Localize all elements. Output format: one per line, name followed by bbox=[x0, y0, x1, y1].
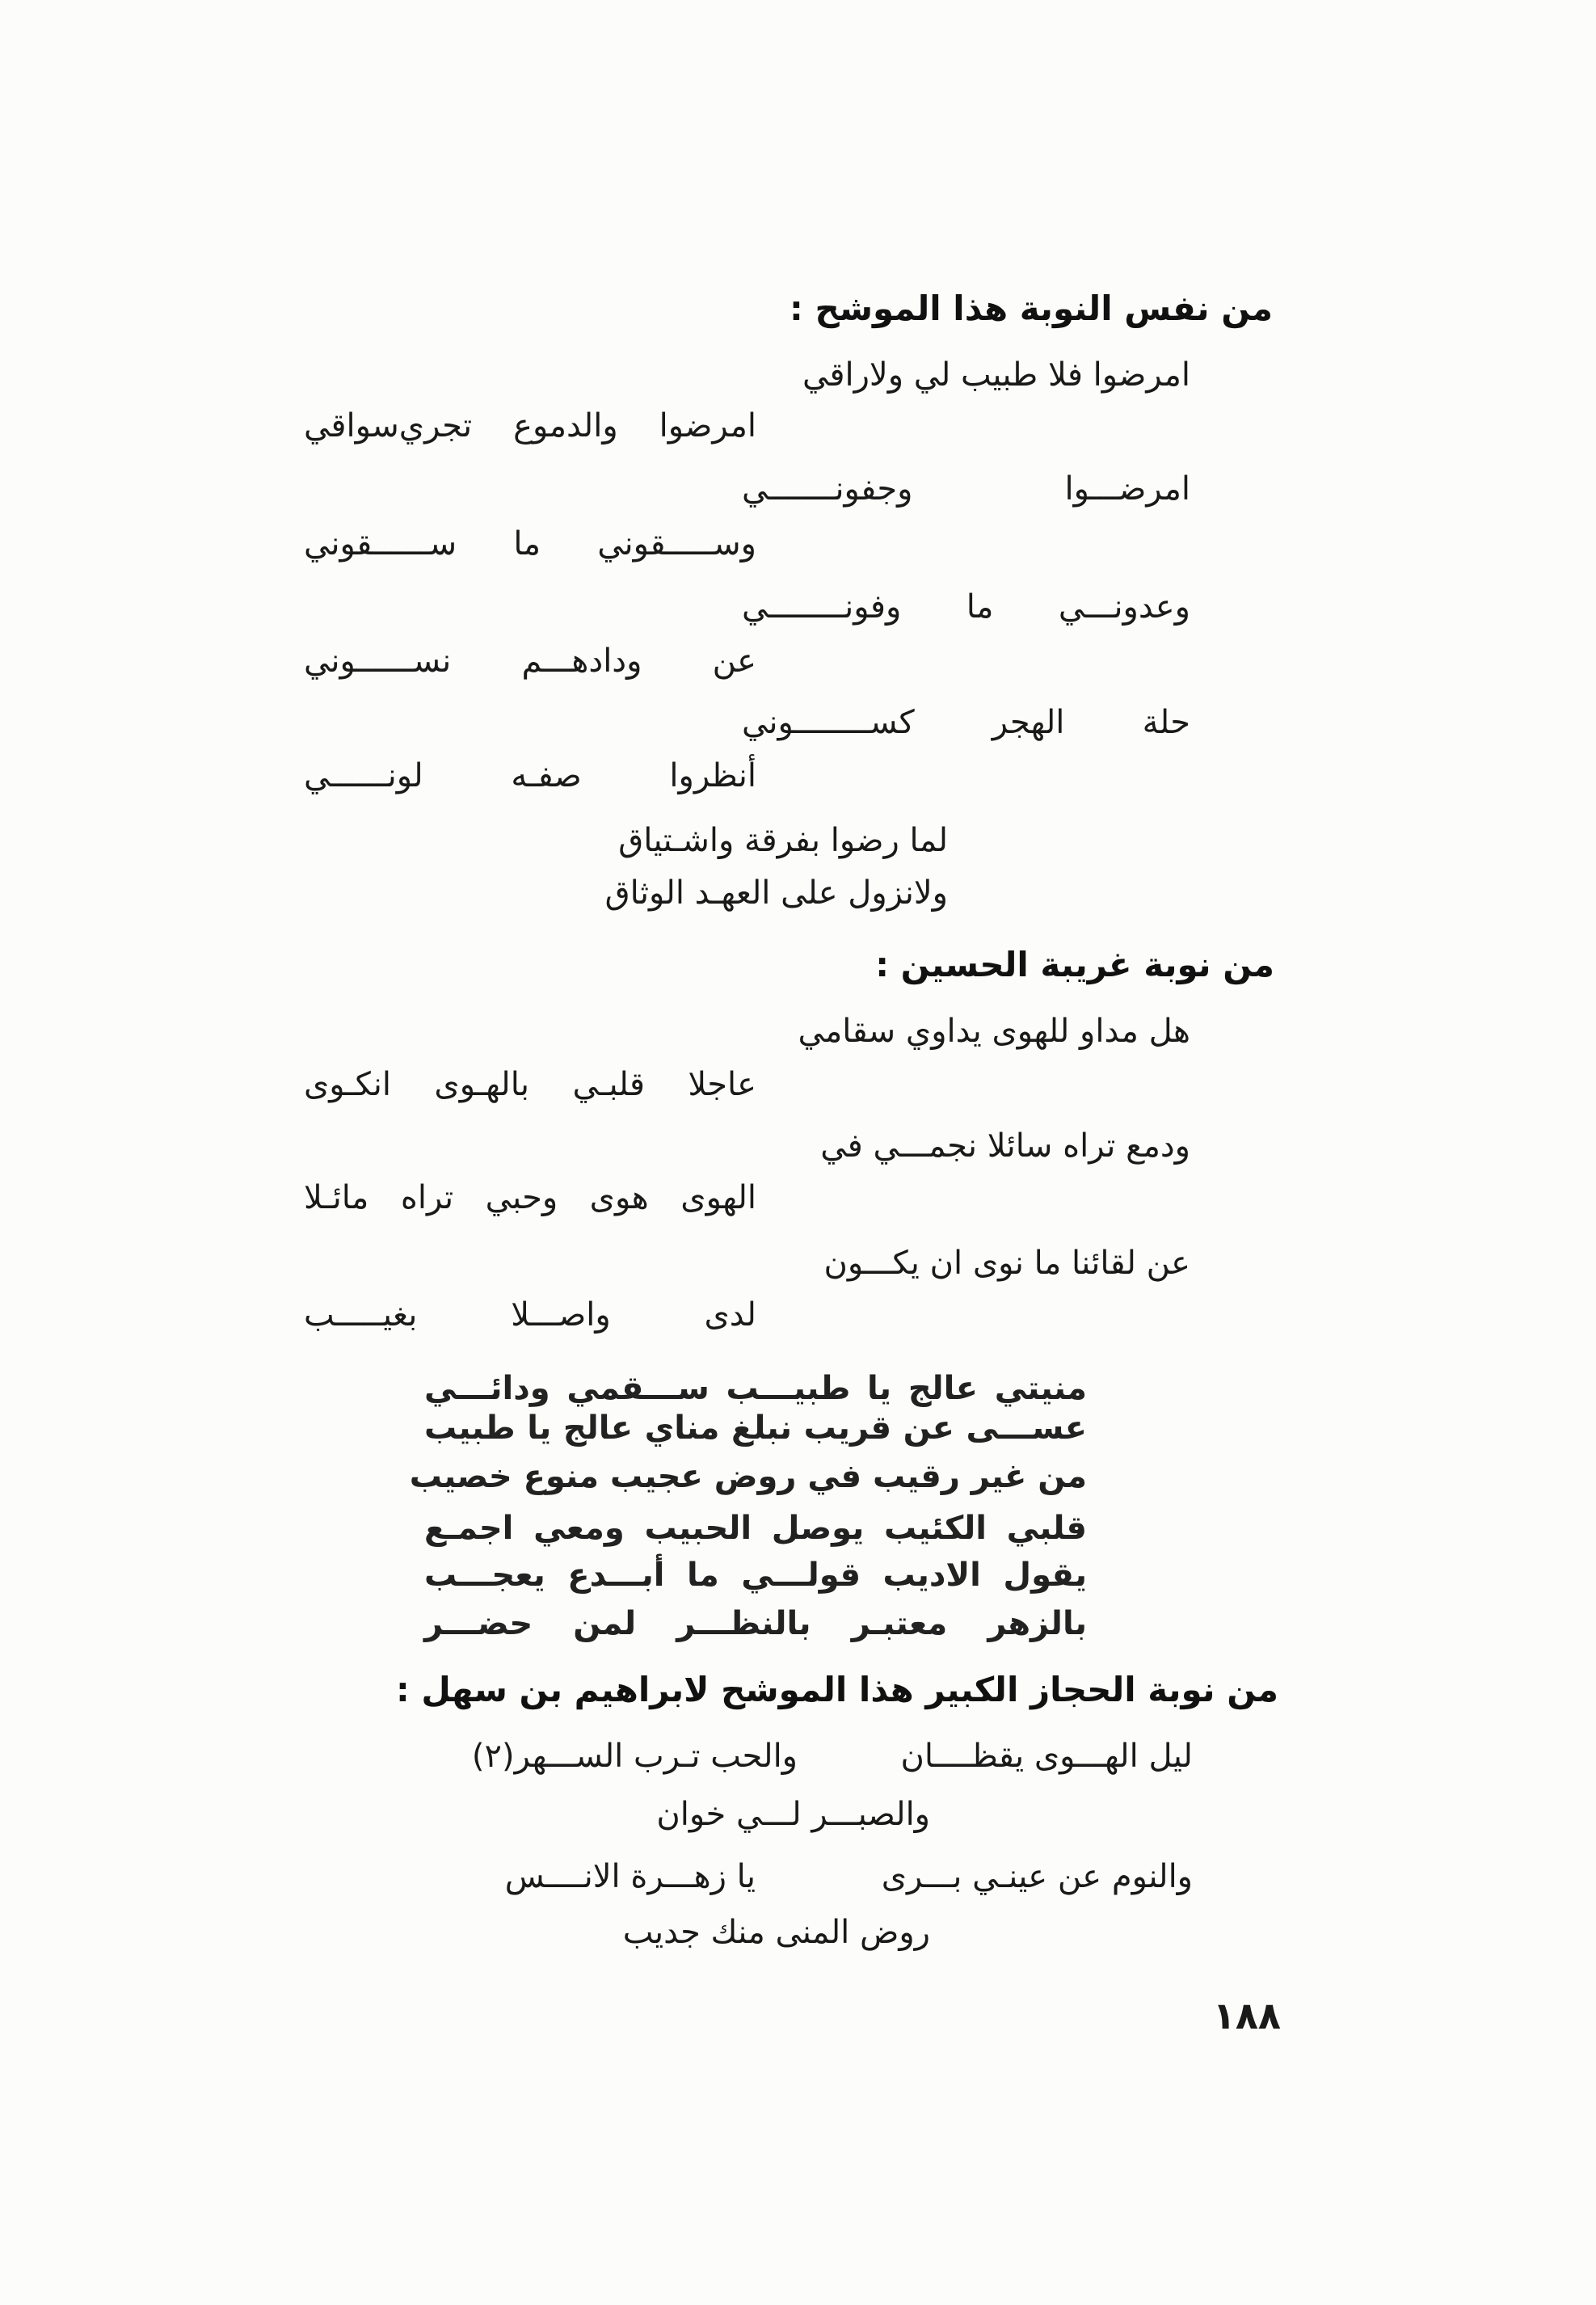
verse-line: يا زهـــرة الانــــس bbox=[504, 1858, 756, 1895]
section-heading: من نوبة الحجاز الكبير هذا الموشح لابراهيم بن سهل : bbox=[395, 1670, 1278, 1709]
page-number: ١٨٨ bbox=[1212, 1994, 1281, 2037]
verse-line: عن ودادهـــم نســــــوني bbox=[304, 643, 756, 680]
stanza-line: قلبي الكئيب يوصل الحبيب ومعي اجمـع bbox=[424, 1510, 1087, 1547]
verse-line: هل مداو للهوى يداوي سقامي bbox=[798, 1013, 1190, 1050]
section-heading: من نفس النوبة هذا الموشح : bbox=[790, 289, 1273, 328]
verse-line: روض المنى منك جديب bbox=[622, 1914, 930, 1951]
verse-line: والحب تـرب الســـهر(٢) bbox=[471, 1738, 798, 1775]
verse-line: وســـــقوني ما ســــــقوني bbox=[304, 525, 756, 563]
verse-line: امرضـــوا وجفونـــــــي bbox=[742, 470, 1190, 508]
stanza-line: منيتي عالج يا طبيـــب ســـقمي ودائـــي bbox=[424, 1370, 1087, 1407]
verse-line: عاجلا قلبـي بالهـوى انكـوى bbox=[304, 1066, 756, 1103]
verse-line: الهوى هوى وحبي تراه مائـلا bbox=[304, 1179, 756, 1216]
verse-line: عن لقائنا ما نوى ان يكـــون bbox=[823, 1245, 1190, 1282]
stanza-line: من غير رقيب في روض عجيب منوع خصيب bbox=[409, 1458, 1087, 1495]
verse-line: ولانزول على العهـد الوثاق bbox=[604, 874, 948, 912]
verse-line: ودمع تراه سائلا نجمـــي في bbox=[820, 1127, 1190, 1165]
verse-line: لما رضوا بفرقة واشـتياق bbox=[618, 822, 948, 859]
verse-line: والنوم عن عينـي بـــرى bbox=[881, 1858, 1193, 1895]
verse-line: حلة الهجر كســــــــوني bbox=[742, 704, 1190, 741]
verse-line: لدى واصـــلا بغيـــــب bbox=[304, 1296, 756, 1334]
stanza-line: يقول الاديب قولـــي ما أبـــدع يعجـــب bbox=[424, 1557, 1087, 1594]
verse-line: أنظروا صفـه لونــــــي bbox=[304, 757, 756, 794]
stanza-line: عســـى عن قريب نبلغ مناي عالج يا طبيب bbox=[424, 1410, 1087, 1447]
verse-line: والصبـــر لـــي خوان bbox=[656, 1796, 930, 1833]
section-heading: من نوبة غريبة الحسين : bbox=[875, 945, 1274, 984]
verse-line: ليل الهـــوى يقظــــان bbox=[900, 1738, 1193, 1775]
verse-line: وعدونـــي ما وفونــــــــي bbox=[742, 588, 1190, 626]
verse-line: امرضوا والدموع تجري‌سواقي bbox=[304, 407, 756, 445]
verse-line: امرضوا فلا طبيب لي ولاراقي bbox=[802, 356, 1190, 394]
stanza-line: بالزهر معتبـر بالنظـــر لمن حضـــر bbox=[424, 1605, 1087, 1642]
